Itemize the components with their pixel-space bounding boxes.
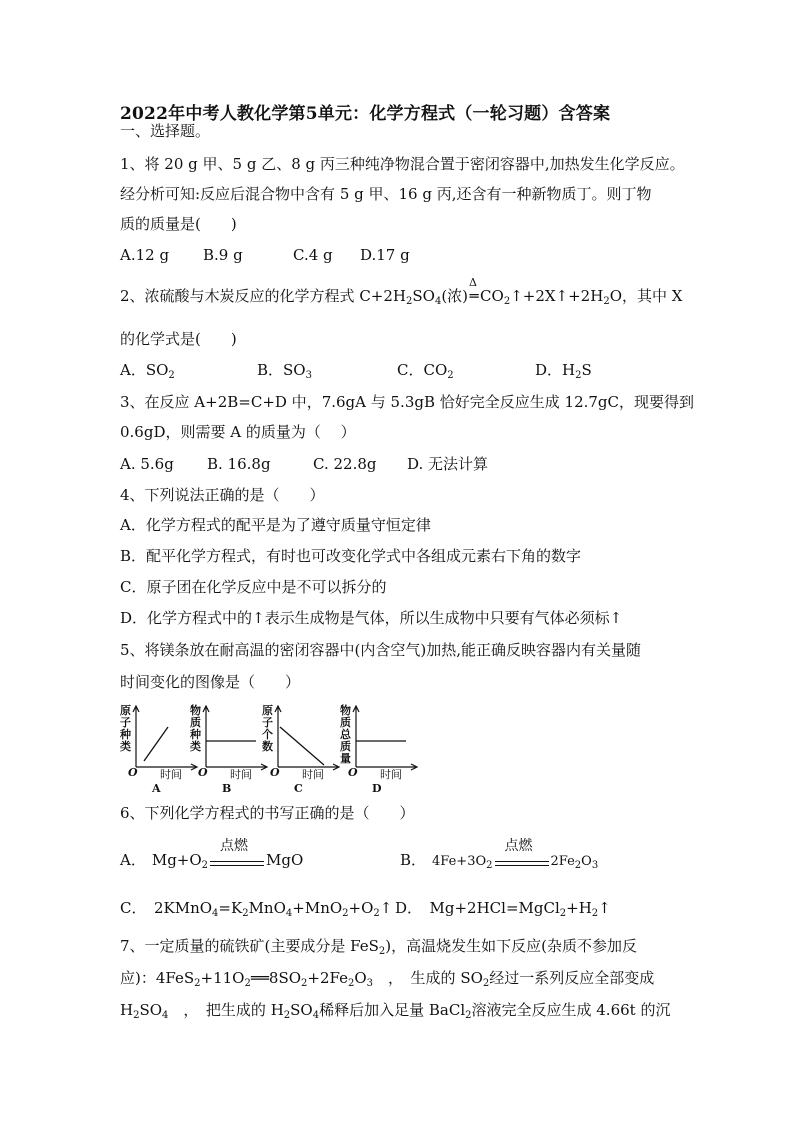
question-3-option-c: C. 22.8g [313,455,377,473]
question-4-option-c: C．原子团在化学反应中是不可以拆分的 [120,578,387,596]
question-2-option-b: B．$SO_3$ [257,361,312,381]
question-7-line-2: 应)：$4FeS_2+11O_2══8SO_2+2Fe_2O_3$ ， 生成的 $SO_2$经过一系列反应全部变成 [120,969,655,989]
question-1-option-b: B.9 g [203,246,243,264]
question-1-option-a: A.12 g [120,246,170,264]
question-3-line-2: 0.6gD，则需要 A 的质量为（ ） [120,423,356,441]
graph-origin-label: O [128,766,138,779]
question-1-line-1: 1、将 20 g 甲、5 g 乙、8 g 丙三种纯净物混合置于密闭容器中,加热发生化学反应。 [120,155,685,173]
graph-y-label: 物 质 种 类 [190,704,201,753]
question-2-line-1: 2、浓硫酸与木炭反应的化学方程式 $C+2H_2SO_4$(浓) Δ $═CO_2↑+2X↑+2H_2O$，其中 X [120,286,682,306]
graph-x-label: 时间 [230,768,252,781]
question-2-option-c: C．$CO_2$ [397,361,454,381]
graph-series-line [280,727,324,765]
question-4-option-a: A．化学方程式的配平是为了遵守质量守恒定律 [120,516,431,534]
question-2-option-a: A．$SO_2$ [120,361,175,381]
question-4-option-b: B．配平化学方程式，有时也可改变化学式中各组成元素右下角的数字 [120,547,582,565]
graph-option-c [262,705,342,795]
question-4-option-d: D．化学方程式中的↑表示生成物是气体，所以生成物中只要有气体必须标↑ [120,609,623,627]
graph-option-b [190,705,270,795]
graph-origin-label: O [270,766,280,779]
question-2-line-2: 的化学式是( ) [120,330,237,348]
graph-series-line [144,727,168,761]
graph-option-d [340,705,420,795]
question-5-line-1: 5、将镁条放在耐高温的密闭容器中(内含空气)加热,能正确反映容器内有关量随 [120,641,642,659]
delta-icon: Δ [469,276,477,289]
question-3-option-a: A. 5.6g [120,455,174,473]
graph-plot [200,705,270,775]
graph-option-a [120,705,200,795]
graph-x-label: 时间 [302,768,324,781]
ignition-condition: 点燃 [493,850,551,870]
question-1-option-d: D.17 g [360,246,410,264]
question-6-option-a: A． $Mg+O_2$ 点燃 MgO [120,838,304,871]
section-heading: 一、选择题。 [120,122,211,140]
question-6-option-c: C． $2KMnO_4=K_2MnO_4+MnO_2+O_2↑$ [120,899,393,919]
question-1-option-c: C.4 g [293,246,333,264]
question-4-stem: 4、下列说法正确的是（ ） [120,486,325,504]
page-title: 2022年中考人教化学第5单元：化学方程式（一轮习题）含答案 [120,104,611,124]
question-2-option-d: D．$H_2S$ [535,361,592,381]
question-3-option-d: D. 无法计算 [407,455,489,473]
graph-origin-label: O [348,766,358,779]
question-1-line-3: 质的质量是( ) [120,215,237,233]
question-3-line-1: 3、在反应 A+2B=C+D 中，7.6gA 与 5.3gB 恰好完全反应生成 12.7gC，现要得到 [120,393,695,411]
graph-option-letter: C [294,782,303,795]
heating-condition: Δ ═ [468,286,480,306]
graph-y-label: 物 质 总 质 量 [340,704,351,765]
question-3-option-b: B. 16.8g [207,455,271,473]
graph-origin-label: O [198,766,208,779]
graph-y-label: 原 子 个 数 [262,704,273,753]
question-6-option-d: D． $Mg+2HCl=MgCl_2+H_2↑$ [395,899,611,919]
question-7-line-3: $H_2SO_4$ ， 把生成的 $H_2SO_4$稀释后加入足量 BaCl$_2$溶液完全反应生成 4.66t 的沉 [120,1001,671,1021]
question-1-line-2: 经分析可知:反应后混合物中含有 5 g 甲、16 g 丙,还含有一种新物质丁。则丁物 [120,185,652,203]
graph-option-letter: B [222,782,232,795]
graph-y-label: 原 子 种 类 [120,704,131,753]
graph-plot [350,705,420,775]
question-6-stem: 6、下列化学方程式的书写正确的是（ ） [120,804,415,822]
graph-option-letter: D [372,782,382,795]
question-5-line-2: 时间变化的图像是（ ） [120,673,301,691]
ignition-condition: 点燃 [208,850,266,870]
question-6-option-b: B． $4Fe+3O_2$ 点燃 $2Fe_2O_3$ [400,838,599,871]
graph-x-label: 时间 [380,768,402,781]
question-7-line-1: 7、一定质量的硫铁矿(主要成分是 FeS$_2$)，高温烧发生如下反应(杂质不参加反 [120,937,637,957]
graph-option-letter: A [152,782,161,795]
graph-x-label: 时间 [160,768,182,781]
graph-plot [272,705,342,775]
